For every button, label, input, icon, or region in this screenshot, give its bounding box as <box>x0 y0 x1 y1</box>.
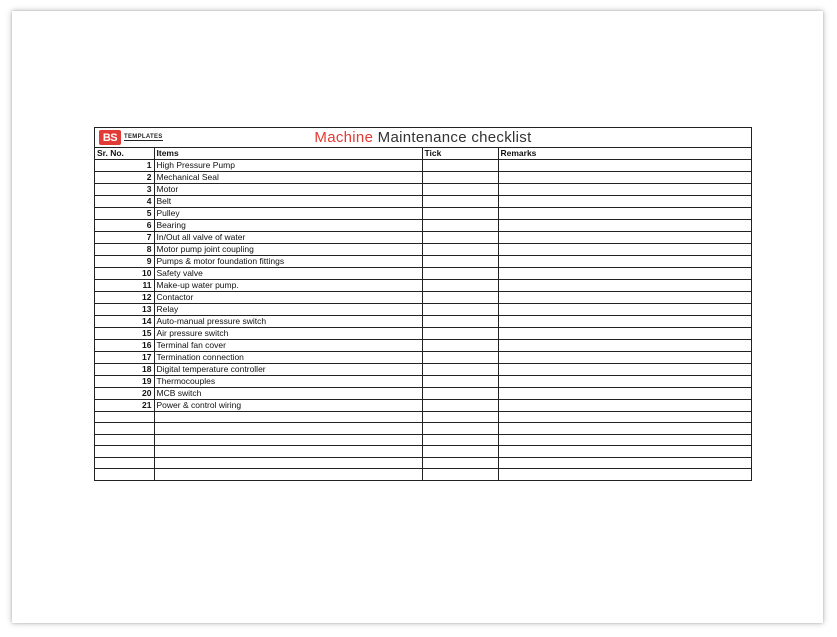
row-sr-no: 10 <box>95 268 154 280</box>
row-tick-cell[interactable] <box>422 468 498 479</box>
row-sr-no: 19 <box>95 376 154 388</box>
row-item: Thermocouples <box>154 376 422 388</box>
table-row <box>95 328 751 340</box>
row-tick-cell[interactable] <box>422 412 498 423</box>
row-item: High Pressure Pump <box>154 160 422 172</box>
row-sr-no: 17 <box>95 352 154 364</box>
row-tick-cell[interactable] <box>422 292 498 304</box>
row-remarks-cell[interactable] <box>498 304 751 316</box>
row-sr-no: 6 <box>95 220 154 232</box>
row-remarks-cell[interactable] <box>498 232 751 244</box>
row-tick-cell[interactable] <box>422 457 498 468</box>
row-item: In/Out all valve of water <box>154 232 422 244</box>
row-sr-no: 13 <box>95 304 154 316</box>
row-sr-no: 18 <box>95 364 154 376</box>
table-row <box>95 160 751 172</box>
row-remarks-cell[interactable] <box>498 328 751 340</box>
table-row <box>95 208 751 220</box>
row-sr-no: 15 <box>95 328 154 340</box>
row-remarks-cell[interactable] <box>498 423 751 434</box>
document-page <box>12 11 823 623</box>
header-items: Items <box>154 148 422 160</box>
row-sr-no <box>95 412 154 423</box>
row-remarks-cell[interactable] <box>498 376 751 388</box>
row-sr-no: 4 <box>95 196 154 208</box>
table-row <box>95 468 751 479</box>
row-item: Termination connection <box>154 352 422 364</box>
row-item <box>154 446 422 457</box>
row-remarks-cell[interactable] <box>498 172 751 184</box>
table-row <box>95 280 751 292</box>
row-remarks-cell[interactable] <box>498 160 751 172</box>
row-tick-cell[interactable] <box>422 340 498 352</box>
row-tick-cell[interactable] <box>422 388 498 400</box>
row-item <box>154 434 422 445</box>
logo-mark: BS <box>99 130 121 145</box>
row-sr-no <box>95 457 154 468</box>
row-tick-cell[interactable] <box>422 304 498 316</box>
row-tick-cell[interactable] <box>422 196 498 208</box>
row-remarks-cell[interactable] <box>498 208 751 220</box>
row-sr-no: 7 <box>95 232 154 244</box>
row-sr-no: 5 <box>95 208 154 220</box>
table-row <box>95 376 751 388</box>
page-title <box>95 128 751 147</box>
table-row <box>95 388 751 400</box>
row-item: Power & control wiring <box>154 400 422 412</box>
table-row <box>95 304 751 316</box>
row-sr-no <box>95 446 154 457</box>
row-remarks-cell[interactable] <box>498 434 751 445</box>
row-remarks-cell[interactable] <box>498 412 751 423</box>
row-remarks-cell[interactable] <box>498 364 751 376</box>
row-remarks-cell[interactable] <box>498 256 751 268</box>
table-row <box>95 352 751 364</box>
table-row <box>95 172 751 184</box>
row-item: Motor pump joint coupling <box>154 244 422 256</box>
row-remarks-cell[interactable] <box>498 292 751 304</box>
table-row <box>95 446 751 457</box>
row-sr-no: 16 <box>95 340 154 352</box>
row-tick-cell[interactable] <box>422 268 498 280</box>
row-sr-no: 1 <box>95 160 154 172</box>
table-row <box>95 316 751 328</box>
checklist-table <box>95 148 751 480</box>
row-item: MCB switch <box>154 388 422 400</box>
row-item: Relay <box>154 304 422 316</box>
header-sr-no: Sr. No. <box>95 148 154 160</box>
row-remarks-cell[interactable] <box>498 220 751 232</box>
row-remarks-cell[interactable] <box>498 352 751 364</box>
row-tick-cell[interactable] <box>422 364 498 376</box>
row-item: Terminal fan cover <box>154 340 422 352</box>
table-row <box>95 364 751 376</box>
row-sr-no <box>95 468 154 479</box>
table-row <box>95 184 751 196</box>
row-item: Belt <box>154 196 422 208</box>
row-item: Digital temperature controller <box>154 364 422 376</box>
row-remarks-cell[interactable] <box>498 400 751 412</box>
row-sr-no: 3 <box>95 184 154 196</box>
table-row <box>95 268 751 280</box>
row-tick-cell[interactable] <box>422 423 498 434</box>
row-remarks-cell[interactable] <box>498 340 751 352</box>
row-remarks-cell[interactable] <box>498 468 751 479</box>
table-row <box>95 244 751 256</box>
row-tick-cell[interactable] <box>422 376 498 388</box>
row-item: Air pressure switch <box>154 328 422 340</box>
row-tick-cell[interactable] <box>422 352 498 364</box>
header-tick: Tick <box>422 148 498 160</box>
row-sr-no: 20 <box>95 388 154 400</box>
row-tick-cell[interactable] <box>422 280 498 292</box>
row-tick-cell[interactable] <box>422 434 498 445</box>
row-item: Safety valve <box>154 268 422 280</box>
row-item: Pulley <box>154 208 422 220</box>
logo-text: TEMPLATES <box>124 134 163 140</box>
table-row <box>95 232 751 244</box>
row-item <box>154 423 422 434</box>
row-remarks-cell[interactable] <box>498 184 751 196</box>
row-sr-no <box>95 434 154 445</box>
row-tick-cell[interactable] <box>422 446 498 457</box>
row-remarks-cell[interactable] <box>498 316 751 328</box>
table-row <box>95 292 751 304</box>
row-tick-cell[interactable] <box>422 160 498 172</box>
row-tick-cell[interactable] <box>422 184 498 196</box>
row-remarks-cell[interactable] <box>498 457 751 468</box>
row-sr-no: 8 <box>95 244 154 256</box>
row-item: Contactor <box>154 292 422 304</box>
row-tick-cell[interactable] <box>422 256 498 268</box>
header-remarks: Remarks <box>498 148 751 160</box>
table-row <box>95 434 751 445</box>
table-row <box>95 412 751 423</box>
table-row <box>95 457 751 468</box>
row-item <box>154 457 422 468</box>
title-rest: Maintenance checklist <box>373 129 532 146</box>
checklist-sheet <box>94 127 752 481</box>
row-item <box>154 468 422 479</box>
row-item: Pumps & motor foundation fittings <box>154 256 422 268</box>
row-remarks-cell[interactable] <box>498 388 751 400</box>
row-sr-no <box>95 423 154 434</box>
row-remarks-cell[interactable] <box>498 244 751 256</box>
table-row <box>95 340 751 352</box>
row-remarks-cell[interactable] <box>498 280 751 292</box>
row-sr-no: 11 <box>95 280 154 292</box>
row-tick-cell[interactable] <box>422 400 498 412</box>
row-tick-cell[interactable] <box>422 328 498 340</box>
row-item <box>154 412 422 423</box>
row-item: Make-up water pump. <box>154 280 422 292</box>
row-sr-no: 12 <box>95 292 154 304</box>
row-sr-no: 2 <box>95 172 154 184</box>
row-item: Auto-manual pressure switch <box>154 316 422 328</box>
row-sr-no: 9 <box>95 256 154 268</box>
row-tick-cell[interactable] <box>422 208 498 220</box>
row-remarks-cell[interactable] <box>498 268 751 280</box>
table-row <box>95 400 751 412</box>
table-row <box>95 423 751 434</box>
row-item: Bearing <box>154 220 422 232</box>
row-sr-no: 14 <box>95 316 154 328</box>
row-item: Mechanical Seal <box>154 172 422 184</box>
row-tick-cell[interactable] <box>422 220 498 232</box>
header-row <box>95 148 751 160</box>
title-row <box>95 128 751 148</box>
row-tick-cell[interactable] <box>422 316 498 328</box>
table-row <box>95 196 751 208</box>
row-remarks-cell[interactable] <box>498 446 751 457</box>
row-sr-no: 21 <box>95 400 154 412</box>
table-row <box>95 220 751 232</box>
row-tick-cell[interactable] <box>422 244 498 256</box>
row-tick-cell[interactable] <box>422 172 498 184</box>
row-item: Motor <box>154 184 422 196</box>
table-row <box>95 256 751 268</box>
title-accent: Machine <box>314 129 374 146</box>
row-tick-cell[interactable] <box>422 232 498 244</box>
row-remarks-cell[interactable] <box>498 196 751 208</box>
